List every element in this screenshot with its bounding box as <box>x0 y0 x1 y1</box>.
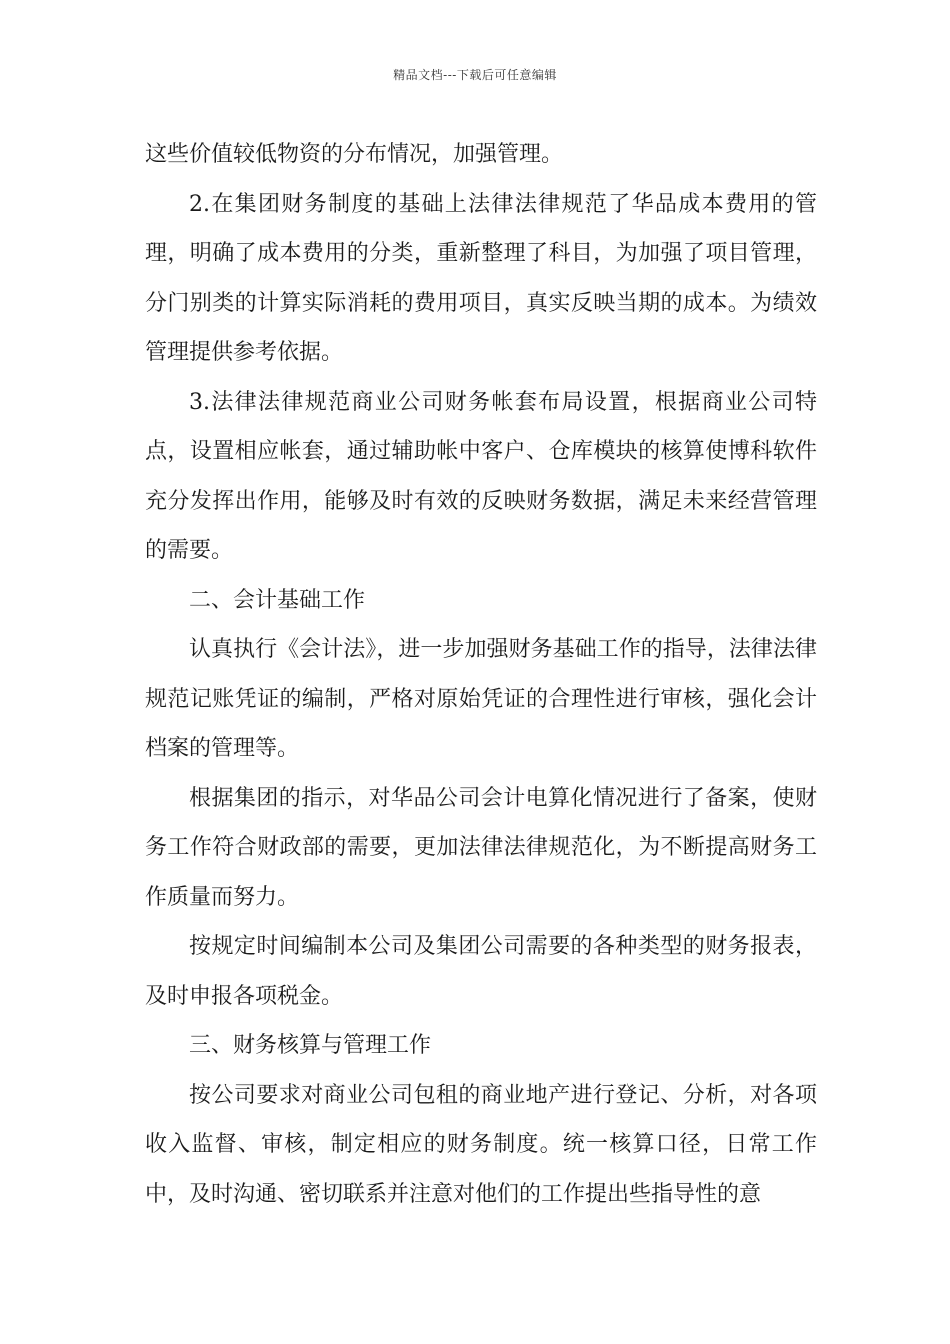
paragraph-5: 认真执行《会计法》，进一步加强财务基础工作的指导，法律法律规范记账凭证的编制，严格对原始凭证的合理性进行审核，强化会计档案的管理等。 <box>145 637 817 761</box>
paragraph-2: 2.在集团财务制度的基础上法律法律规范了华品成本费用的管理，明确了成本费用的分类，重新整理了科目，为加强了项目管理，分门别类的计算实际消耗的费用项目，真实反映当期的成本。为绩效管理提供参考依据。 <box>145 191 817 365</box>
document-body <box>145 130 817 1219</box>
paragraph-9: 按公司要求对商业公司包租的商业地产进行登记、分析，对各项收入监督、审核，制定相应的财务制度。统一核算口径，日常工作中，及时沟通、密切联系并注意对他们的工作提出些指导性的意 <box>145 1082 817 1207</box>
paragraph-1: 这些价值较低物资的分布情况，加强管理。 <box>145 142 564 167</box>
paragraph-7: 按规定时间编制本公司及集团公司需要的各种类型的财务报表，及时申报各项税金。 <box>145 934 817 1009</box>
section-heading-financial-accounting: 三、财务核算与管理工作 <box>189 1033 432 1058</box>
paragraph-6: 根据集团的指示，对华品公司会计电算化情况进行了备案，使财务工作符合财政部的需要，更加法律法律规范化，为不断提高财务工作质量而努力。 <box>145 785 817 910</box>
page-header: 精品文档---下载后可任意编辑 <box>393 68 557 82</box>
paragraph-3: 3.法律法律规范商业公司财务帐套布局设置，根据商业公司特点，设置相应帐套，通过辅助帐中客户、仓库模块的核算使博科软件充分发挥出作用，能够及时有效的反映财务数据，满足未来经营管理的需要。 <box>145 389 817 563</box>
section-heading-accounting-basics: 二、会计基础工作 <box>189 587 366 613</box>
